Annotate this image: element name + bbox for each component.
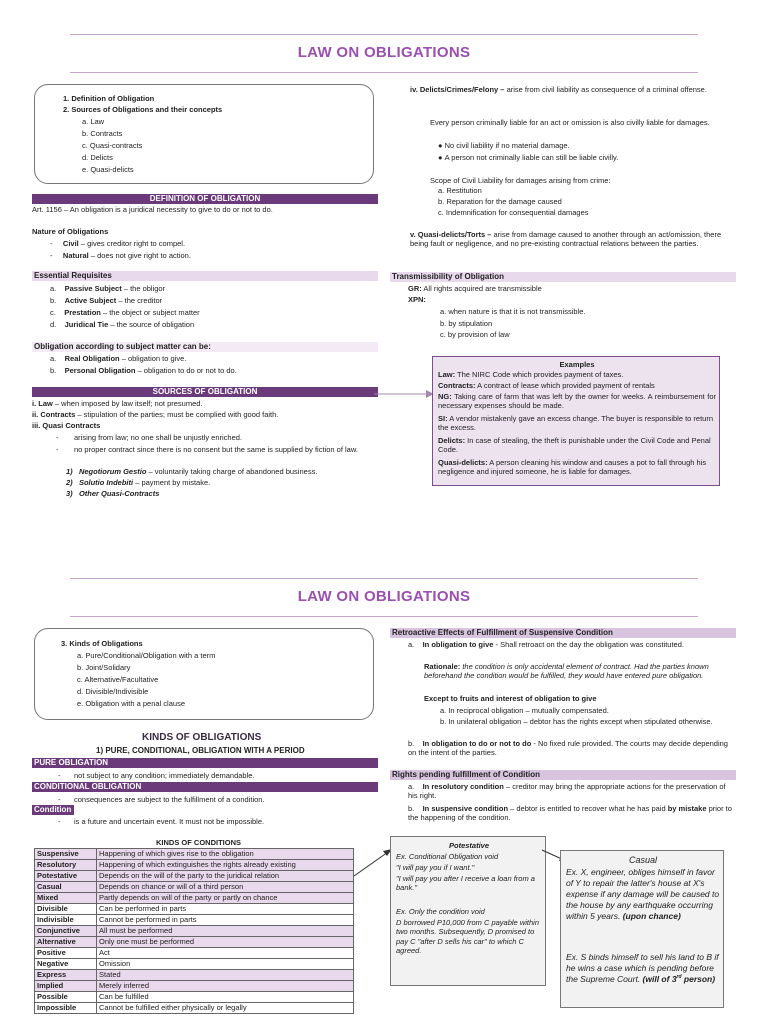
trans-gr: GR: All rights acquired are transmissible bbox=[408, 284, 542, 293]
cell-desc: Act bbox=[97, 948, 354, 959]
kinds-title: KINDS OF OBLIGATIONS bbox=[142, 732, 262, 743]
cell-kind: Positive bbox=[35, 948, 97, 959]
toc-subitem: b. Contracts bbox=[82, 129, 123, 138]
table-row bbox=[35, 926, 354, 937]
cell-desc: Cannot be performed in parts bbox=[97, 915, 354, 926]
table-row bbox=[35, 948, 354, 959]
example-ng: NG: Taking care of farm that was left by the owner for weeks. A reimbursement for necessary expenses should be made. bbox=[438, 392, 716, 411]
page-title: LAW ON OBLIGATIONS bbox=[297, 44, 471, 61]
delicts: iv. Delicts/Crimes/Felony – arise from civil liability as consequence of a criminal offense. bbox=[410, 85, 707, 94]
top-rule bbox=[70, 34, 698, 35]
cell-desc: Happening of which extinguishes the rights already existing bbox=[97, 860, 354, 871]
pure-text: not subject to any condition; immediately demandable. bbox=[74, 771, 255, 780]
delicts-bullet: ● No civil liability if no material damage. bbox=[438, 141, 570, 150]
quasi-item: 1) Negotiorum Gestio – voluntarily taking charge of abandoned business. bbox=[66, 467, 318, 476]
table-row bbox=[35, 893, 354, 904]
sources-header: SOURCES OF OBLIGATION bbox=[32, 387, 378, 397]
toc-subitem: e. Quasi-delicts bbox=[82, 165, 134, 174]
cell-kind: Implied bbox=[35, 981, 97, 992]
quasi-item: 2) Solutio Indebiti – payment by mistake. bbox=[66, 478, 211, 487]
source-law: i. Law – when imposed by law itself; not presumed. bbox=[32, 399, 203, 408]
examples-box bbox=[432, 356, 720, 486]
nature-title: Nature of Obligations bbox=[32, 227, 109, 236]
casual-box bbox=[560, 850, 724, 1008]
table-row bbox=[35, 937, 354, 948]
subject-header: Obligation according to subject matter can be: bbox=[32, 342, 378, 352]
source-quasi: iii. Quasi Contracts bbox=[32, 421, 101, 430]
toc-subitem: c. Alternative/Facultative bbox=[77, 675, 159, 684]
potestative-title: Potestative bbox=[448, 841, 490, 850]
essential-header: Essential Requisites bbox=[32, 271, 378, 281]
art-1156: Art. 1156 – An obligation is a juridical necessity to give to do or not to do. bbox=[32, 205, 273, 214]
nature-civil: - Civil – gives creditor right to compel. bbox=[50, 239, 186, 248]
cell-desc: Can be performed in parts bbox=[97, 904, 354, 915]
table-row bbox=[35, 981, 354, 992]
essential-item: d. Juridical Tie – the source of obligation bbox=[50, 320, 195, 329]
scope-item: a. Restitution bbox=[438, 186, 482, 195]
table-row bbox=[35, 860, 354, 871]
retro-b: b. In obligation to do or not to do - No fixed rule provided. The courts may decide depending on the intent of the parties. bbox=[408, 739, 728, 758]
table-of-contents bbox=[34, 628, 374, 720]
examples-title: Examples bbox=[559, 360, 595, 369]
cell-kind: Casual bbox=[35, 882, 97, 893]
except-b: b. In unilateral obligation – debtor has the rights except when stipulated otherwise. bbox=[440, 717, 713, 726]
subject-item: b. Personal Obligation – obligation to do or not to do. bbox=[50, 366, 237, 375]
conditional-header: CONDITIONAL OBLIGATION bbox=[32, 782, 378, 792]
toc-subitem: e. Obligation with a penal clause bbox=[77, 699, 185, 708]
condition-header: Condition bbox=[32, 805, 74, 815]
conditions-table bbox=[34, 848, 354, 1014]
table-row bbox=[35, 1003, 354, 1014]
toc-item: 1. Definition of Obligation bbox=[63, 94, 155, 103]
cell-kind: Conjunctive bbox=[35, 926, 97, 937]
example-contracts: Contracts: A contract of lease which provided payment of rentals bbox=[438, 381, 655, 390]
cell-kind: Potestative bbox=[35, 871, 97, 882]
subject-item: a. Real Obligation – obligation to give. bbox=[50, 354, 187, 363]
trans-item: a. when nature is that it is not transmissible. bbox=[440, 307, 586, 316]
table-row bbox=[35, 871, 354, 882]
toc-subitem: a. Pure/Conditional/Obligation with a term bbox=[77, 651, 216, 660]
potestative-line: Ex. Only the condition void bbox=[396, 907, 485, 916]
example-law: Law: The NIRC Code which provides payment of taxes. bbox=[438, 370, 624, 379]
example-quasi-delicts: Quasi-delicts: A person cleaning his window and causes a pot to fall through his negligence and injured someone, he is liable for damages. bbox=[438, 458, 707, 477]
cell-desc: Stated bbox=[97, 970, 354, 981]
rights-header: Rights pending fulfillment of Condition bbox=[390, 770, 736, 780]
cell-desc: All must be performed bbox=[97, 926, 354, 937]
nature-natural: - Natural – does not give right to action. bbox=[50, 251, 191, 260]
toc-item: 3. Kinds of Obligations bbox=[61, 639, 143, 648]
quasi-delicts: v. Quasi-delicts/Torts – arise from damage caused to another through an act/omission, there being fault or negligence, and no pre-existing contractual relations between the parties. bbox=[410, 230, 722, 249]
pure-header: PURE OBLIGATION bbox=[32, 758, 378, 768]
kinds-subtitle: 1) PURE, CONDITIONAL, OBLIGATION WITH A PERIOD bbox=[96, 746, 305, 755]
casual-title: Casual bbox=[628, 855, 657, 865]
arrow-connector bbox=[352, 846, 394, 880]
quasi-item: 3) Other Quasi-Contracts bbox=[66, 489, 160, 498]
condition-dash: - bbox=[58, 817, 61, 826]
cell-desc: Depends on the will of the party to the juridical relation bbox=[97, 871, 354, 882]
condition-text: is a future and uncertain event. It must not be impossible. bbox=[74, 817, 265, 826]
table-row bbox=[35, 970, 354, 981]
example-delicts: Delicts: In case of stealing, the theft is punishable under the Civil Code and Penal Code. bbox=[438, 436, 711, 455]
table-title: KINDS OF CONDITIONS bbox=[156, 838, 242, 847]
cell-kind: Indivisible bbox=[35, 915, 97, 926]
cell-kind: Suspensive bbox=[35, 849, 97, 860]
definition-header: DEFINITION OF OBLIGATION bbox=[32, 194, 378, 204]
table-row bbox=[35, 959, 354, 970]
cell-kind: Negative bbox=[35, 959, 97, 970]
cell-kind: Resolutory bbox=[35, 860, 97, 871]
delicts-bullet: ● A person not criminally liable can still be liable civilly. bbox=[438, 153, 619, 162]
scope-item: c. Indemnification for consequential damages bbox=[438, 208, 589, 217]
cell-desc: Cannot be fulfilled either physically or legally bbox=[97, 1003, 354, 1014]
cell-desc: Only one must be performed bbox=[97, 937, 354, 948]
toc-subitem: c. Quasi-contracts bbox=[82, 141, 143, 150]
cell-desc: Can be fulfilled bbox=[97, 992, 354, 1003]
table-row bbox=[35, 904, 354, 915]
trans-item: c. by provision of law bbox=[440, 330, 510, 339]
cell-desc: Happening of which gives rise to the obligation bbox=[97, 849, 354, 860]
cell-kind: Express bbox=[35, 970, 97, 981]
cell-kind: Possible bbox=[35, 992, 97, 1003]
table-row bbox=[35, 915, 354, 926]
cond-dash: - bbox=[58, 795, 61, 804]
cell-desc: Merely inferred bbox=[97, 981, 354, 992]
conditional-text: consequences are subject to the fulfillment of a condition. bbox=[74, 795, 265, 804]
source-contracts: ii. Contracts – stipulation of the parties; must be complied with good faith. bbox=[32, 410, 279, 419]
page-title: LAW ON OBLIGATIONS bbox=[297, 588, 471, 605]
except-a: a. In reciprocal obligation – mutually compensated. bbox=[440, 706, 609, 715]
rationale: Rationale: the condition is only accidental element of contract. Had the parties known beforehand the condition would be fulfilled, they would have entered pure obligation. bbox=[424, 662, 709, 681]
essential-item: a. Passive Subject – the obligor bbox=[50, 284, 166, 293]
title-rule bbox=[70, 72, 698, 73]
casual-example-1: Ex. X, engineer, obliges himself in favor of Y to repair the latter's house at X's expense if any damage will be caused to the house by any earthquake occurring within 5 years. (upon chance) bbox=[566, 867, 720, 922]
scope-title: Scope of Civil Liability for damages arising from crime: bbox=[430, 176, 611, 185]
quasi-dash: - bbox=[56, 433, 59, 442]
table-of-contents bbox=[34, 84, 374, 184]
rights-a: a. In resolutory condition – creditor may bring the appropriate actions for the preservation of his right. bbox=[408, 782, 726, 801]
transmissibility-header: Transmissibility of Obligation bbox=[390, 272, 736, 282]
except-title: Except to fruits and interest of obligation to give bbox=[424, 694, 597, 703]
toc-item: 2. Sources of Obligations and their concepts bbox=[63, 105, 223, 114]
delicts-paragraph: Every person criminally liable for an act or omission is also civilly liable for damages. bbox=[430, 118, 710, 127]
table-row bbox=[35, 849, 354, 860]
table-row bbox=[35, 882, 354, 893]
cell-desc: Depends on chance or will of a third person bbox=[97, 882, 354, 893]
scope-item: b. Reparation for the damage caused bbox=[438, 197, 562, 206]
trans-item: b. by stipulation bbox=[440, 319, 493, 328]
potestative-line: D borrowed P10,000 from C payable within two months. Subsequently, D promised to pay C "after D sells his car" to which C agreed. bbox=[396, 918, 539, 956]
potestative-line: "I will pay you if I want." bbox=[396, 863, 475, 872]
example-si: SI: A vendor mistakenly gave an excess change. The buyer is responsible to return the excess. bbox=[438, 414, 714, 433]
potestative-line: Ex. Conditional Obligation void bbox=[396, 852, 499, 861]
toc-subitem: b. Joint/Solidary bbox=[77, 663, 131, 672]
quasi-dash: - bbox=[56, 445, 59, 454]
top-rule bbox=[70, 578, 698, 579]
cell-kind: Divisible bbox=[35, 904, 97, 915]
essential-item: b. Active Subject – the creditor bbox=[50, 296, 163, 305]
cell-kind: Mixed bbox=[35, 893, 97, 904]
trans-xpn: XPN: bbox=[408, 295, 426, 304]
toc-subitem: d. Divisible/Indivisible bbox=[77, 687, 149, 696]
casual-example-2: Ex. S binds himself to sell his land to B if he wins a case which is pending before the Supreme Court. (will of 3rd person) bbox=[566, 952, 719, 985]
cell-kind: Alternative bbox=[35, 937, 97, 948]
cell-desc: Omission bbox=[97, 959, 354, 970]
rights-b: b. In suspensive condition – debtor is entitled to recover what he has paid by mistake prior to the happening of the condition. bbox=[408, 804, 732, 823]
essential-item: c. Prestation – the object or subject matter bbox=[50, 308, 200, 317]
cell-kind: Impossible bbox=[35, 1003, 97, 1014]
quasi-note-2: no proper contract since there is no consent but the same is supplied by fiction of law. bbox=[74, 445, 358, 454]
toc-subitem: a. Law bbox=[82, 117, 105, 126]
arrow-connector bbox=[374, 384, 434, 406]
quasi-note-1: arising from law; no one shall be unjustly enriched. bbox=[74, 433, 243, 442]
retro-a: a. In obligation to give - Shall retroact on the day the obligation was constituted. bbox=[408, 640, 684, 649]
pure-dash: - bbox=[58, 771, 61, 780]
table-row bbox=[35, 992, 354, 1003]
potestative-box bbox=[390, 836, 546, 986]
title-rule bbox=[70, 616, 698, 617]
cell-desc: Partly depends on will of the party or partly on chance bbox=[97, 893, 354, 904]
toc-subitem: d. Delicts bbox=[82, 153, 113, 162]
retroactive-header: Retroactive Effects of Fulfillment of Suspensive Condition bbox=[390, 628, 736, 638]
potestative-line: "I will pay you after I receive a loan from a bank." bbox=[396, 874, 535, 893]
